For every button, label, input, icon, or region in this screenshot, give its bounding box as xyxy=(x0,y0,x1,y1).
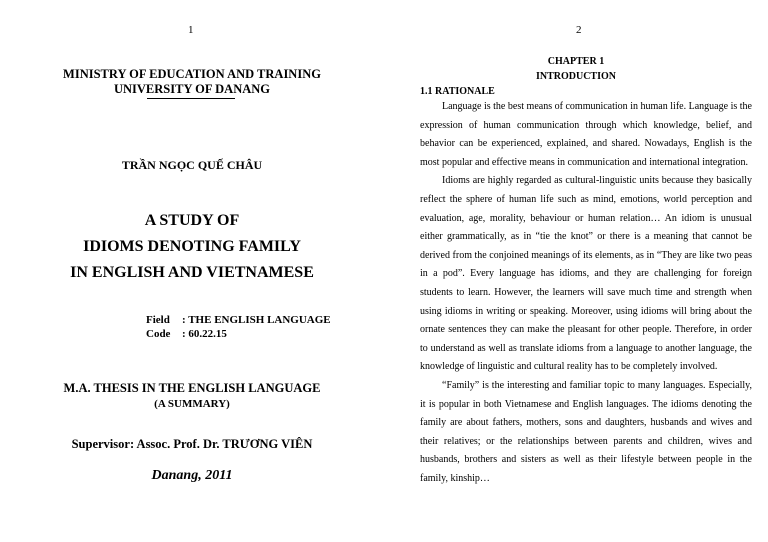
institution-header xyxy=(0,67,384,97)
thesis-line: M.A. THESIS IN THE ENGLISH LANGUAGE xyxy=(63,381,321,395)
paragraph: “Family” is the interesting and familiar topic to many languages. Especially, it is popular in both Vietnamese and English languages. The idioms denoting the family are about fathers, mothers, sons and daughters, husbands and wives and their relatives; or the relationships between parents and children, wives and husbands, brothers and sisters as well as their lifestyle between people in the family, kinship… xyxy=(420,379,752,484)
paragraph: Idioms are highly regarded as cultural-linguistic units because they basically reflect the sphere of human life such as mind, emotions, world perception and evaluation, age, morality, behaviour or human relation… An idiom is unusual either grammatically, as in “tie the knot” or there is a meaning that cannot be derived from the conjoined meanings of its elements, as in “They are like two peas in a pod”. Every language has idioms, and they are challenging for foreign students to learn. However, the learners will save much time and strength when using idioms in writing or speaking. Moreover, using idioms will bring about the ornate sentences they can make the pleasant for other people. Therefore, in order to understand as well as translate idioms from a language to another language, the knowledge of linguistic and cultural reality has to be completely involved. xyxy=(420,175,752,373)
field-row xyxy=(146,313,331,327)
title-line: A STUDY OF xyxy=(144,212,240,229)
author-name: TRẦN NGỌC QUẾ CHÂU xyxy=(121,158,263,172)
paragraph: Language is the best means of communication in human life. Language is the expression of human communication through which knowledge, belief, and behavior can be experienced, explained, and shared. Nowadays, English is the most popular and effective means in communication and international integration. xyxy=(420,101,752,168)
place-date: Danang, 2011 xyxy=(151,468,233,483)
title-line: IDIOMS DENOTING FAMILY xyxy=(83,238,301,255)
body-text xyxy=(420,98,752,488)
section-heading: 1.1 RATIONALE xyxy=(420,86,495,97)
title-line: IN ENGLISH AND VIETNAMESE xyxy=(70,264,314,281)
supervisor: Supervisor: Assoc. Prof. Dr. TRƯƠNG VIÊN xyxy=(71,437,313,451)
thesis-subtitle: (A SUMMARY) xyxy=(154,398,230,410)
content-page xyxy=(384,0,768,542)
university-name: UNIVERSITY OF DANANG xyxy=(113,82,271,96)
ministry-name: MINISTRY OF EDUCATION AND TRAINING xyxy=(63,67,321,81)
thesis-type xyxy=(0,380,384,412)
code-label: Code xyxy=(146,328,171,340)
field-label: Field xyxy=(146,314,170,326)
code-value: : 60.22.15 xyxy=(182,328,227,340)
page-number: 1 xyxy=(188,24,194,36)
chapter-title: INTRODUCTION xyxy=(535,71,616,82)
page-number: 2 xyxy=(576,24,582,36)
code-row xyxy=(146,327,331,341)
field-code-block xyxy=(146,313,331,341)
header-underline xyxy=(147,98,235,99)
field-value: : THE ENGLISH LANGUAGE xyxy=(182,314,331,326)
thesis-title xyxy=(0,208,384,286)
chapter-heading: CHAPTER 1 xyxy=(547,56,605,67)
